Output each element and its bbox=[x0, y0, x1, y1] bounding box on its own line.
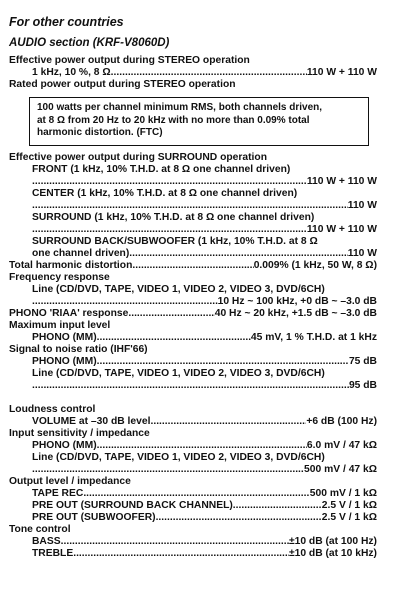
stereo-effective-row bbox=[9, 67, 377, 79]
max-input-phono-value: 45 mV, 1 % T.H.D. at 1 kHz bbox=[250, 332, 377, 343]
snr-phono-value: 75 dB bbox=[348, 356, 377, 367]
ftc-line-2: at 8 Ω from 20 Hz to 20 kHz with no more than 0.09% total bbox=[37, 114, 310, 126]
surround-channel-label: SURROUND (1 kHz, 10% T.H.D. at 8 Ω one channel driven) bbox=[32, 212, 315, 223]
center-value: 110 W bbox=[347, 200, 377, 211]
preout-back-label: PRE OUT (SURROUND BACK CHANNEL) bbox=[32, 500, 233, 511]
loudness-value: +6 dB (100 Hz) bbox=[306, 416, 377, 427]
preout-sub-row bbox=[9, 512, 377, 524]
preout-back-value: 2.5 V / 1 kΩ bbox=[321, 500, 377, 511]
tape-rec-value: 500 mV / 1 kΩ bbox=[309, 488, 377, 499]
leader-dots bbox=[156, 512, 322, 524]
back-sub-value: 110 W bbox=[347, 248, 377, 259]
leader-dots bbox=[97, 356, 349, 368]
stereo-effective-value: 110 W + 110 W bbox=[306, 67, 377, 78]
tape-rec-row bbox=[9, 488, 377, 500]
tape-rec-label: TAPE REC bbox=[32, 488, 84, 499]
sensitivity-line-label: Line (CD/DVD, TAPE, VIDEO 1, VIDEO 2, VIDEO 3, DVD/6CH) bbox=[32, 452, 325, 463]
ftc-line-1: 100 watts per channel minimum RMS, both channels driven, bbox=[37, 102, 323, 113]
stereo-effective-condition: 1 kHz, 10 %, 8 Ω bbox=[32, 67, 111, 78]
max-input-phono-label: PHONO (MM) bbox=[32, 332, 97, 343]
loudness-label: VOLUME at –30 dB level bbox=[32, 416, 151, 427]
leader-dots bbox=[129, 248, 348, 260]
loudness-title: Loudness control bbox=[9, 404, 96, 415]
treble-label: TREBLE bbox=[32, 548, 74, 559]
leader-dots bbox=[61, 536, 289, 548]
leader-dots bbox=[128, 308, 214, 320]
freq-line-label: Line (CD/DVD, TAPE, VIDEO 1, VIDEO 2, VIDEO 3, DVD/6CH) bbox=[32, 284, 325, 295]
stereo-rated-title: Rated power output during STEREO operation bbox=[9, 79, 236, 90]
surround-title: Effective power output during SURROUND operation bbox=[9, 152, 267, 163]
tone-title: Tone control bbox=[9, 524, 71, 535]
leader-dots bbox=[83, 488, 309, 500]
section-heading: For other countries bbox=[9, 15, 124, 29]
snr-phono-row bbox=[9, 356, 377, 368]
leader-dots bbox=[97, 332, 251, 344]
leader-dots bbox=[97, 440, 307, 452]
loudness-row bbox=[9, 416, 377, 428]
front-row bbox=[9, 176, 377, 188]
surround-channel-value: 110 W + 110 W bbox=[306, 224, 377, 235]
leader-dots bbox=[32, 380, 349, 392]
bass-row bbox=[9, 536, 377, 548]
leader-dots bbox=[32, 296, 218, 308]
sensitivity-line-row bbox=[9, 464, 377, 476]
freq-title: Frequency response bbox=[9, 272, 110, 283]
center-label: CENTER (1 kHz, 10% T.H.D. at 8 Ω one channel driven) bbox=[32, 188, 298, 199]
preout-back-row bbox=[9, 500, 377, 512]
leader-dots bbox=[32, 176, 307, 188]
stereo-effective-title: Effective power output during STEREO operation bbox=[9, 55, 250, 66]
front-value: 110 W + 110 W bbox=[306, 176, 377, 187]
preout-sub-label: PRE OUT (SUBWOOFER) bbox=[32, 512, 156, 523]
leader-dots bbox=[150, 416, 306, 428]
leader-dots bbox=[73, 548, 289, 560]
leader-dots bbox=[32, 200, 348, 212]
back-sub-row bbox=[9, 248, 377, 260]
freq-line-value: 10 Hz ~ 100 kHz, +0 dB ~ –3.0 dB bbox=[217, 296, 377, 307]
phono-riaa-row bbox=[9, 308, 377, 320]
spec-page bbox=[9, 14, 377, 560]
freq-line-row bbox=[9, 296, 377, 308]
leader-dots bbox=[111, 67, 307, 79]
sensitivity-phono-label: PHONO (MM) bbox=[32, 440, 97, 451]
preout-sub-value: 2.5 V / 1 kΩ bbox=[321, 512, 377, 523]
thd-label: Total harmonic distortion bbox=[9, 260, 133, 271]
surround-channel-row bbox=[9, 224, 377, 236]
snr-line-label: Line (CD/DVD, TAPE, VIDEO 1, VIDEO 2, VIDEO 3, DVD/6CH) bbox=[32, 368, 325, 379]
output-title: Output level / impedance bbox=[9, 476, 131, 487]
treble-row bbox=[9, 548, 377, 560]
back-sub-label-cont: one channel driven) bbox=[32, 248, 130, 259]
bass-value: ±10 dB (at 100 Hz) bbox=[288, 536, 377, 547]
thd-value: 0.009% (1 kHz, 50 W, 8 Ω) bbox=[253, 260, 377, 271]
audio-section-heading: AUDIO section (KRF-V8060D) bbox=[9, 37, 170, 49]
snr-line-value: 95 dB bbox=[348, 380, 377, 391]
back-sub-label: SURROUND BACK/SUBWOOFER (1 kHz, 10% T.H.D. at 8 Ω bbox=[32, 236, 318, 247]
sensitivity-line-value: 500 mV / 47 kΩ bbox=[304, 464, 377, 475]
center-row bbox=[9, 200, 377, 212]
max-input-phono-row bbox=[9, 332, 377, 344]
snr-line-row bbox=[9, 380, 377, 392]
sensitivity-title: Input sensitivity / impedance bbox=[9, 428, 150, 439]
phono-riaa-value: 40 Hz ~ 20 kHz, +1.5 dB ~ –3.0 dB bbox=[214, 308, 377, 319]
front-label: FRONT (1 kHz, 10% T.H.D. at 8 Ω one channel driven) bbox=[32, 164, 291, 175]
ftc-line-3: harmonic distortion. (FTC) bbox=[37, 127, 163, 138]
leader-dots bbox=[32, 224, 307, 236]
leader-dots bbox=[132, 260, 253, 272]
thd-row bbox=[9, 260, 377, 272]
ftc-statement-box bbox=[29, 97, 369, 146]
leader-dots bbox=[32, 464, 304, 476]
sensitivity-phono-row bbox=[9, 440, 377, 452]
max-input-title: Maximum input level bbox=[9, 320, 111, 331]
snr-title: Signal to noise ratio (IHF'66) bbox=[9, 344, 148, 355]
snr-phono-label: PHONO (MM) bbox=[32, 356, 97, 367]
spacer bbox=[9, 392, 377, 404]
treble-value: ±10 dB (at 10 kHz) bbox=[288, 548, 377, 559]
sensitivity-phono-value: 6.0 mV / 47 kΩ bbox=[306, 440, 377, 451]
leader-dots bbox=[233, 500, 322, 512]
phono-riaa-label: PHONO 'RIAA' response bbox=[9, 308, 129, 319]
bass-label: BASS bbox=[32, 536, 61, 547]
